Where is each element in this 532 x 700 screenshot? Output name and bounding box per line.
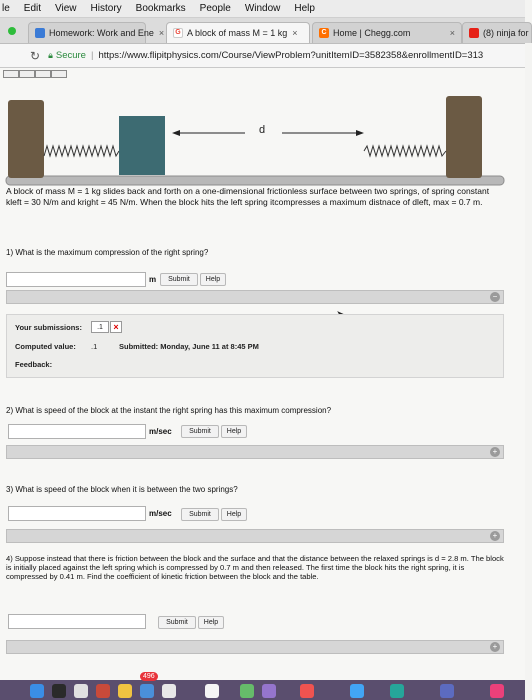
problem-statement: A block of mass M = 1 kg slides back and forth on a one-dimensional frictionless surface between two springs, of spring constant kleft = 30 N/m and kright = 45 N/m. When the block hits the left spring itcompresses a maximum distnace of dleft, max = 0.7 m. xyxy=(6,186,490,207)
incorrect-x-icon: × xyxy=(110,321,122,333)
question-1-unit: m xyxy=(149,275,157,284)
question-3-unit: m/sec xyxy=(149,509,172,518)
tab-youtube[interactable] xyxy=(462,22,532,43)
app-icon[interactable] xyxy=(118,684,132,698)
part-tab[interactable] xyxy=(3,70,19,78)
menu-people[interactable]: People xyxy=(199,3,231,14)
tab-label: Home | Chegg.com xyxy=(333,28,411,38)
app-icon[interactable] xyxy=(162,684,176,698)
menu-help[interactable]: Help xyxy=(294,3,315,14)
question-4-text: 4) Suppose instead that there is friction between the block and the surface and that the distance between the relaxed springs is d = 2.8 m. The block is initially placed against the left spring which is compressed by 0.7 m and then released. The first time the block hits the right spring, it is compressed by 0.41 m. Find the coefficient of kinetic friction between the block and the table. xyxy=(6,554,504,581)
url-text[interactable]: https://www.flipitphysics.com/Course/ViewProblem?unitItemID=3582358&enrollmentID=313 xyxy=(98,50,484,61)
app-icon[interactable] xyxy=(96,684,110,698)
part-tab[interactable] xyxy=(35,70,51,78)
question-1-feedback-toggle-bar[interactable] xyxy=(6,290,504,304)
question-1-help-button[interactable]: Help xyxy=(200,273,226,286)
question-4-submit-button[interactable]: Submit xyxy=(158,616,196,629)
tab-block-of-mass[interactable] xyxy=(166,22,310,43)
app-icon[interactable] xyxy=(440,684,454,698)
question-1-text: 1) What is the maximum compression of the right spring? xyxy=(6,248,209,257)
question-2-answer-input[interactable] xyxy=(8,424,146,439)
menu-view[interactable]: View xyxy=(55,3,77,14)
tab-label: Homework: Work and Ene xyxy=(49,28,154,38)
question-2-help-button[interactable]: Help xyxy=(221,425,247,438)
question-3-text: 3) What is speed of the block when it is between the two springs? xyxy=(6,485,238,494)
question-2-text: 2) What is speed of the block at the instant the right spring has this maximum compression? xyxy=(6,406,332,415)
window-zoom-button[interactable] xyxy=(8,27,16,35)
secure-label: Secure xyxy=(55,50,86,61)
question-4-help-button[interactable]: Help xyxy=(198,616,224,629)
menu-bar xyxy=(0,0,525,18)
address-separator: | xyxy=(90,50,94,61)
collapse-icon[interactable]: − xyxy=(490,292,500,302)
close-icon[interactable]: × xyxy=(158,28,165,38)
question-3-answer-input[interactable] xyxy=(8,506,146,521)
question-3-help-button[interactable]: Help xyxy=(221,508,247,521)
question-3-submit-button[interactable]: Submit xyxy=(181,508,219,521)
menu-edit[interactable]: Edit xyxy=(23,3,42,14)
question-1-feedback-panel xyxy=(6,314,504,378)
lock-icon: 🔒︎ xyxy=(48,50,53,60)
chegg-favicon-icon: C xyxy=(319,28,329,38)
app-icon[interactable] xyxy=(240,684,254,698)
menu-window[interactable]: Window xyxy=(244,3,281,14)
tab-label: A block of mass M = 1 kg xyxy=(187,28,288,38)
menu-bookmarks[interactable]: Bookmarks xyxy=(135,3,186,14)
question-3-feedback-toggle-bar[interactable] xyxy=(6,529,504,543)
page-content xyxy=(0,68,525,680)
expand-icon[interactable]: + xyxy=(490,531,500,541)
question-4-answer-input[interactable] xyxy=(8,614,146,629)
submissions-label: Your submissions: xyxy=(15,323,82,332)
calendar-icon[interactable] xyxy=(205,684,219,698)
safari-icon[interactable] xyxy=(74,684,88,698)
problem-figure xyxy=(0,88,525,188)
computed-value-label: Computed value: xyxy=(15,342,76,351)
app-icon[interactable] xyxy=(350,684,364,698)
flipit-favicon-icon xyxy=(35,28,45,38)
expand-icon[interactable]: + xyxy=(490,642,500,652)
menu-file[interactable]: le xyxy=(2,3,10,14)
question-2-unit: m/sec xyxy=(149,427,172,436)
mail-badge: 496 xyxy=(140,672,158,681)
mail-icon[interactable] xyxy=(140,684,154,698)
close-icon[interactable]: × xyxy=(449,28,455,38)
address-bar[interactable] xyxy=(0,44,525,68)
question-4-feedback-toggle-bar[interactable] xyxy=(6,640,504,654)
feedback-label: Feedback: xyxy=(15,360,53,369)
app-icon[interactable] xyxy=(490,684,504,698)
problem-part-tabs xyxy=(3,70,67,78)
launchpad-icon[interactable] xyxy=(52,684,66,698)
app-icon[interactable] xyxy=(262,684,276,698)
part-tab[interactable] xyxy=(51,70,67,78)
tab-homework[interactable] xyxy=(28,22,165,43)
expand-icon[interactable]: + xyxy=(490,447,500,457)
computed-value: .1 xyxy=(91,342,98,351)
reload-icon[interactable]: ↻ xyxy=(30,48,41,63)
menu-history[interactable]: History xyxy=(90,3,122,14)
tab-chegg[interactable] xyxy=(312,22,462,43)
question-1-submit-button[interactable]: Submit xyxy=(160,273,198,286)
question-1-answer-input[interactable] xyxy=(6,272,146,287)
app-icon[interactable] xyxy=(390,684,404,698)
question-2-feedback-toggle-bar[interactable] xyxy=(6,445,504,459)
distance-label: d xyxy=(259,124,266,136)
close-icon[interactable]: × xyxy=(292,28,298,38)
submission-value[interactable]: .1 xyxy=(91,321,109,333)
app-icon[interactable] xyxy=(300,684,314,698)
question-2-submit-button[interactable]: Submit xyxy=(181,425,219,438)
part-tab[interactable] xyxy=(19,70,35,78)
macos-dock xyxy=(0,673,525,700)
finder-icon[interactable] xyxy=(30,684,44,698)
browser-tab-bar xyxy=(0,18,529,44)
submitted-timestamp: Submitted: Monday, June 11 at 8:45 PM xyxy=(119,342,259,351)
youtube-favicon-icon xyxy=(469,28,479,38)
google-favicon-icon: G xyxy=(173,28,183,38)
tab-label: (8) ninja for xyxy=(483,28,529,38)
